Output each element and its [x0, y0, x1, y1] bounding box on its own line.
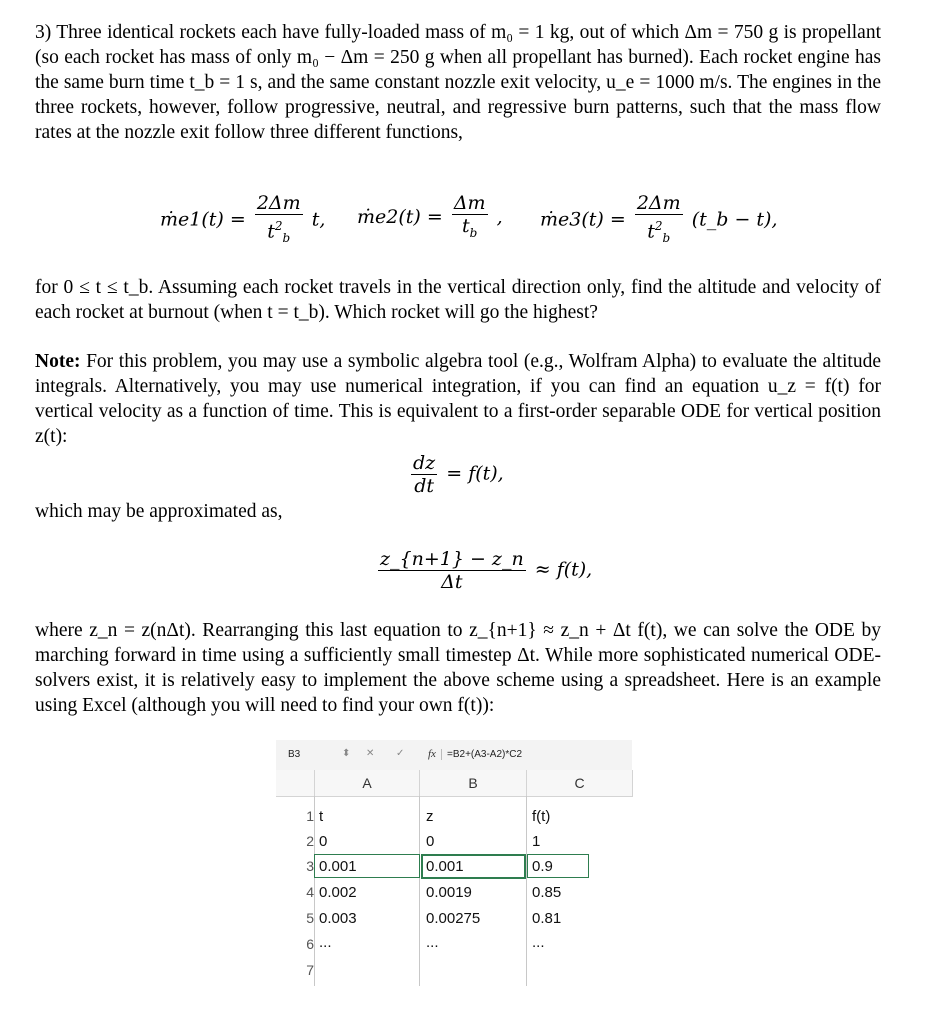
problem-question-text: for 0 ≤ t ≤ t_b. Assuming each rocket travels in the vertical direction only, find the altitude and velocity of each rocket at burnout (when t = t_b). Which rocket will go the highest? [35, 277, 881, 323]
problem-intro-text: 3) Three identical rockets each have fully-loaded mass of m₀ = 1 kg, out of which Δm = 750 g is propellant (so each rocket has mass of only m₀ − Δm = 250 g when all propellant has burned). Each rocket engine has the same burn time t_b = 1 s, and the same constant nozzle exit velocity, u_e = 1000 m/s. The engines in the three rockets, however, follow progressive, neutral, and regressive burn patterns, such that the mass flow rates at the nozzle exit follow three different functions, [35, 22, 881, 143]
problem-intro [35, 20, 881, 145]
mdot-e2-equation: ṁe2(t) = $\frac{\Delta m}{t_b}$ , [357, 192, 503, 240]
approx-intro: which may be approximated as, [35, 501, 283, 522]
cell-b2[interactable]: 0 [426, 833, 435, 850]
cancel-icon[interactable]: ✕ [366, 748, 375, 759]
formula-bar [276, 740, 632, 771]
cell-c1[interactable]: f(t) [532, 808, 551, 825]
name-box-stepper-icon[interactable]: ⬍ [342, 748, 351, 759]
cell-b5[interactable]: 0.00275 [426, 910, 481, 927]
grid-line [314, 796, 315, 986]
cell-a2[interactable]: 0 [319, 833, 328, 850]
cell-b1[interactable]: z [426, 808, 434, 825]
cell-a1[interactable]: t [319, 808, 324, 825]
row-number[interactable]: 2 [306, 833, 314, 849]
confirm-icon[interactable]: ✓ [396, 748, 405, 759]
cell-c2[interactable]: 1 [532, 833, 541, 850]
grid-line [526, 796, 527, 986]
mdot-e1-equation: ṁe1(t) = $\frac{2\Delta m}{t^2_b}$ t, [160, 192, 326, 246]
row-number[interactable]: 7 [306, 962, 314, 978]
note-paragraph [35, 349, 881, 449]
corner-cell[interactable] [276, 770, 315, 797]
cell-c6[interactable]: ... [532, 934, 545, 951]
row-number[interactable]: 6 [306, 936, 314, 952]
cell-a3[interactable]: 0.001 [319, 858, 357, 875]
row-number[interactable]: 1 [306, 808, 314, 824]
cell-c4[interactable]: 0.85 [532, 884, 562, 901]
note-text: For this problem, you may use a symbolic algebra tool (e.g., Wolfram Alpha) to evaluate the altitude integrals. Alternatively, you may use numerical integration, if you can find an equation u_z = f(t) for vertical velocity as a function of time. This is equivalent to a first-order separable ODE for vertical position z(t): [35, 351, 881, 447]
finite-difference-equation: $\frac{z\_\{n+1\} - z\_n}{\Delta t}$ ≈ f(t), [380, 548, 593, 593]
column-header-b[interactable]: B [420, 770, 527, 797]
problem-question [35, 275, 881, 325]
cell-b6[interactable]: ... [426, 934, 439, 951]
column-a-highlight [314, 854, 420, 878]
cell-b3[interactable]: 0.001 [426, 858, 464, 875]
column-header-a[interactable]: A [315, 770, 420, 797]
excel-spreadsheet [276, 740, 632, 985]
name-box[interactable]: B3 [288, 749, 301, 760]
cell-a5[interactable]: 0.003 [319, 910, 357, 927]
mdot-e3-equation: ṁe3(t) = $\frac{2\Delta m}{t^2_b}$ (t_b − t), [540, 192, 778, 246]
row-number[interactable]: 3 [306, 858, 314, 874]
cell-c3[interactable]: 0.9 [532, 858, 553, 875]
row-number[interactable]: 4 [306, 884, 314, 900]
marching-paragraph: where z_n = z(nΔt). Rearranging this last equation to z_{n+1} ≈ z_n + Δt f(t), we can solve the ODE by marching forward in time using a sufficiently small timestep Δt. While more sophisticated numerical ODE-solvers exist, it is relatively easy to implement the above scheme using a spreadsheet. Here is an example using Excel (although you will need to find your own f(t)): [35, 620, 881, 716]
cell-b4[interactable]: 0.0019 [426, 884, 472, 901]
fx-icon[interactable]: fx [428, 748, 436, 760]
cell-a4[interactable]: 0.002 [319, 884, 357, 901]
note-label: Note: [35, 351, 81, 372]
grid-line [419, 796, 420, 986]
cell-a6[interactable]: ... [319, 934, 332, 951]
row-number[interactable]: 5 [306, 910, 314, 926]
ode-equation: $\frac{dz}{dt}$ = f(t), [413, 452, 504, 497]
cell-c5[interactable]: 0.81 [532, 910, 562, 927]
column-header-c[interactable]: C [527, 770, 633, 797]
column-c-highlight [527, 854, 589, 878]
formula-input[interactable]: =B2+(A3-A2)*C2 [441, 749, 522, 760]
selected-cell-b3[interactable] [421, 854, 526, 879]
